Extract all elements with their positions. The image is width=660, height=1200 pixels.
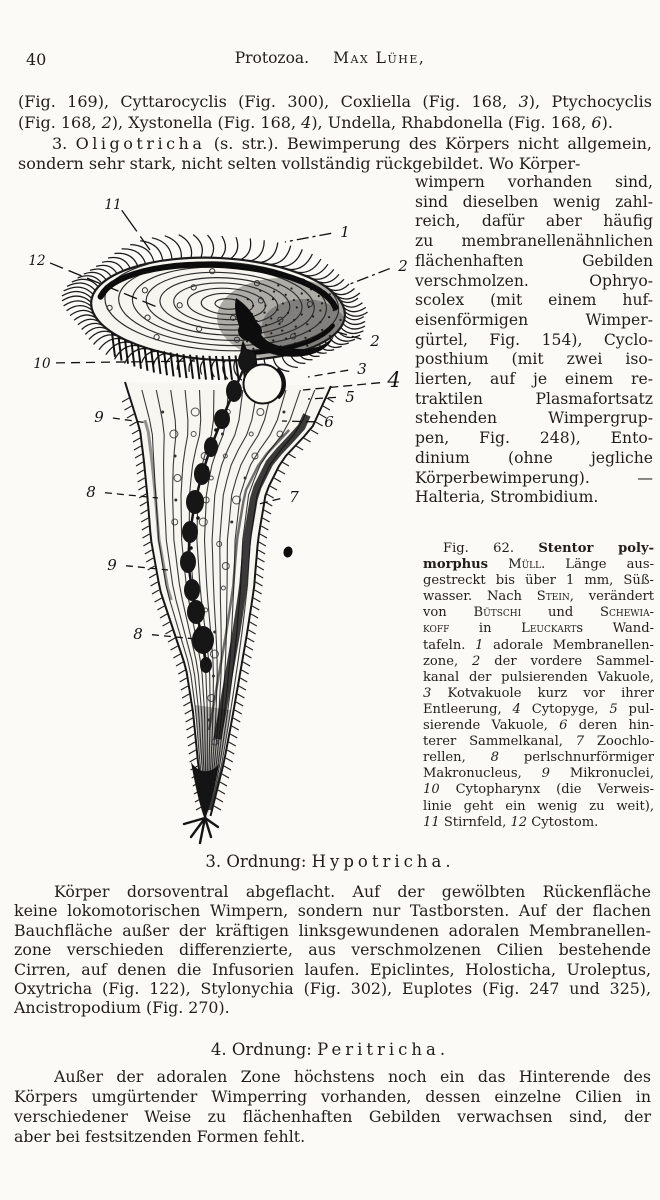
- figure-label-9: 9: [94, 408, 104, 426]
- text-line: kanal der pulsierenden Vakuole,: [423, 669, 654, 685]
- running-head: [0, 49, 660, 67]
- peritricha-paragraph: [14, 1067, 651, 1147]
- text-line: tafeln. 1 adorale Membranellen-: [423, 637, 654, 653]
- text-line: aber bei festsitzenden Formen fehlt.: [14, 1127, 306, 1146]
- text-line: Makronucleus, 9 Mikronuclei,: [423, 766, 654, 782]
- heading-prefix: 3. Ordnung:: [205, 852, 312, 871]
- figure-caption: [423, 541, 654, 831]
- figure-label-1: 1: [340, 223, 350, 241]
- heading-prefix: 4. Ordnung:: [210, 1040, 318, 1059]
- text-line: morphus Müll. Länge aus-: [423, 557, 654, 573]
- page-number: 40: [26, 50, 47, 69]
- figure-label-8: 8: [86, 483, 96, 501]
- text-line: 10 Cytopharynx (die Verweis-: [423, 782, 654, 798]
- text-line: Körperbewimperung). —: [415, 468, 653, 487]
- text-line: gestreckt bis über 1 mm, Süß-: [423, 573, 654, 589]
- text-line: zone, 2 der vordere Sammel-: [423, 653, 654, 669]
- text-line: Körper dorsoventral abgeflacht. Auf der gewölbten Rückenfläche: [54, 882, 651, 901]
- text-line: posthium (mit zwei iso-: [415, 350, 653, 369]
- text-line: flächenhaften Gebilden: [415, 251, 653, 270]
- text-line: Entleerung, 4 Cytopyge, 5 pul-: [423, 701, 654, 717]
- text-line: verschmolzen. Ophryo-: [415, 271, 653, 290]
- text-line: verschiedener Weise zu flächenhaften Gebilden verwachsen sind, der: [14, 1107, 651, 1126]
- figure-label-7: 7: [289, 488, 299, 506]
- text-line: Körpers umgürtender Wimperring vorhanden, dessen einzelne Cilien in: [14, 1087, 651, 1106]
- stentor-figure-illustration: [0, 160, 440, 860]
- figure-label-3: 3: [357, 360, 367, 378]
- text-line: traktilen Plasmafortsatz: [415, 389, 653, 408]
- running-head-title: Protozoa.: [234, 49, 310, 67]
- text-line: pen, Fig. 248), Ento-: [415, 429, 653, 448]
- text-line: linie geht ein wenig zu weit),: [423, 798, 654, 814]
- figure-label-6: 6: [324, 413, 334, 431]
- text-line: Ancistropodium (Fig. 270).: [14, 998, 230, 1018]
- text-line: 11 Stirnfeld, 12 Cytostom.: [423, 814, 599, 830]
- intro-paragraph: [18, 92, 652, 133]
- hypotricha-paragraph: [14, 882, 651, 1018]
- heading-name: Peritricha.: [317, 1040, 450, 1059]
- text-line: 3. Oligotricha (s. str.). Bewimperung des Körpers nicht allgemein,: [52, 134, 652, 153]
- text-line: keine lokomotorischen Wimpern, sondern nur Tastborsten. Auf der flachen: [14, 901, 651, 921]
- text-line: dinium (ohne jegliche: [415, 448, 653, 467]
- text-line: rellen, 8 perlschnurförmiger: [423, 750, 654, 766]
- text-line: Oxytricha (Fig. 122), Stylonychia (Fig. 302), Euplotes (Fig. 247 und 325),: [14, 979, 651, 999]
- text-line: scolex (mit einem huf-: [415, 291, 653, 310]
- text-line: 3 Kotvakuole kurz vor ihrer: [423, 685, 654, 701]
- text-line: reich, dafür aber häufig: [415, 212, 653, 231]
- text-line: Cirren, auf denen die Infusorien laufen. Epiclintes, Holosticha, Uroleptus,: [14, 959, 651, 979]
- text-line: wasser. Nach Stein, verändert: [423, 589, 655, 605]
- running-head-author: Max Lühe,: [333, 49, 426, 67]
- figure-label-12: 12: [28, 253, 46, 269]
- text-line: zu membranellenähnlichen: [415, 232, 653, 251]
- figure-label-8: 8: [133, 625, 143, 643]
- figure-label-5: 5: [345, 388, 355, 406]
- text-line: wimpern vorhanden sind,: [415, 173, 653, 191]
- figure-label-11: 11: [104, 197, 122, 213]
- text-line: stehenden Wimpergrup-: [415, 409, 653, 428]
- section-heading-peritricha: [0, 1040, 660, 1059]
- figure-label-2: 2: [398, 257, 408, 275]
- text-line: terer Sammelkanal, 7 Zoochlo-: [423, 734, 654, 750]
- figure-label-10: 10: [33, 356, 51, 372]
- text-line: Halteria, Strombidium.: [415, 488, 599, 507]
- oligotricha-wrapped-column: [415, 173, 653, 508]
- text-line: sierende Vakuole, 6 deren hin-: [423, 718, 654, 734]
- text-line: sondern sehr stark, nicht selten vollständig rückgebildet. Wo Körper-: [18, 154, 581, 174]
- text-line: sind dieselben wenig zahl-: [415, 192, 653, 211]
- text-line: gürtel, Fig. 154), Cyclo-: [415, 330, 653, 349]
- text-line: zone verschieden differenzierte, aus verschmolzenen Cilien bestehende: [14, 940, 651, 960]
- text-line: Fig. 62. Stentor poly-: [443, 541, 655, 556]
- figure-label-9: 9: [107, 556, 117, 574]
- text-line: Außer der adoralen Zone höchstens noch ein das Hinterende des: [54, 1067, 651, 1086]
- heading-name: Hypotricha.: [311, 852, 455, 871]
- text-line: eisenförmigen Wimper-: [415, 310, 653, 329]
- text-line: (Fig. 169), Cyttarocyclis (Fig. 300), Coxliella (Fig. 168, 3), Ptychocyclis: [18, 92, 653, 111]
- text-line: lierten, auf je einem re-: [415, 370, 653, 389]
- text-line: Bauchfläche außer der kräftigen linksgewundenen adoralen Membranellen-: [14, 920, 651, 940]
- text-line: von Bütschi und Schewia-: [423, 605, 654, 621]
- figure-label-4: 4: [387, 368, 401, 392]
- text-line: (Fig. 168, 2), Xystonella (Fig. 168, 4), Undella, Rhabdonella (Fig. 168, 6).: [18, 112, 613, 132]
- figure-label-2: 2: [370, 332, 380, 350]
- text-line: koff in Leuckarts Wand-: [423, 621, 654, 637]
